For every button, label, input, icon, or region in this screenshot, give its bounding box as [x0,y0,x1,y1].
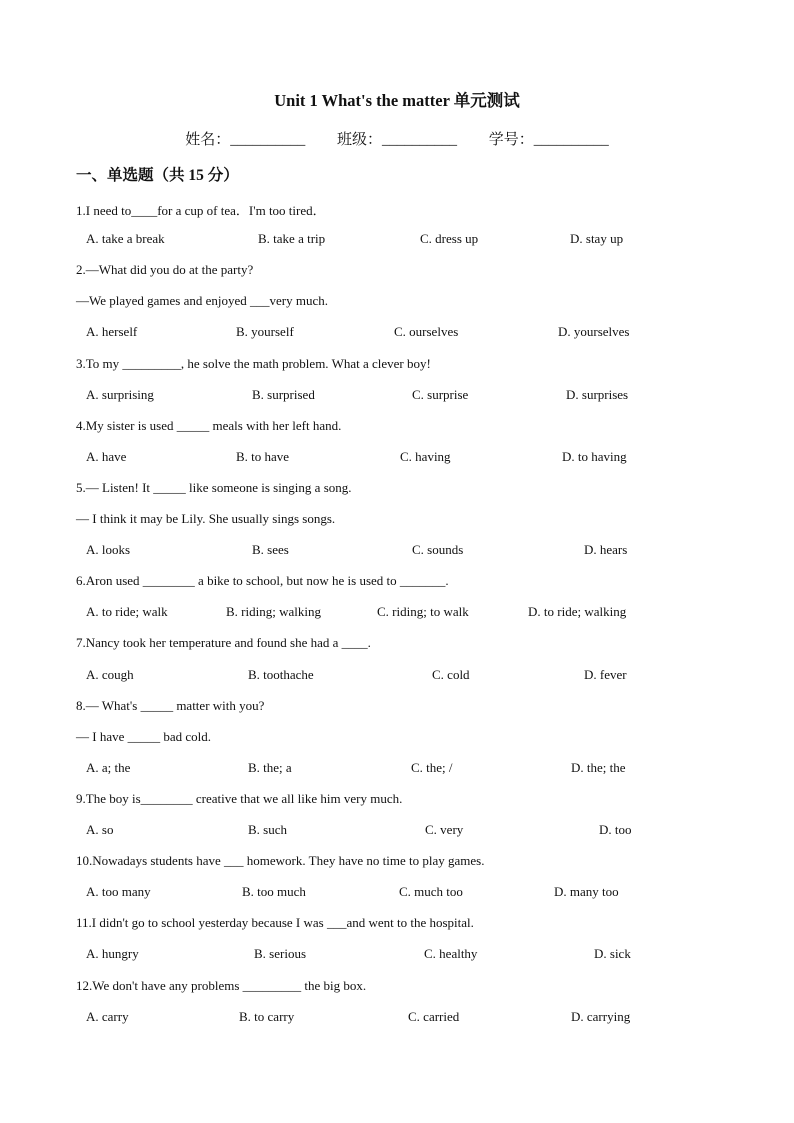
name-field[interactable]: 姓名：__________ [185,132,306,148]
option-d[interactable]: D. hears [584,542,628,557]
option-d[interactable]: D. to having [562,449,627,464]
question-stem: 1.I need to____for a cup of tea．I'm too tired． [76,203,326,218]
question-stem: 10.Nowadays students have ___ homework. They have no time to play games. [76,853,485,868]
question-stem: 7.Nancy took her temperature and found she had a ____. [76,635,371,650]
option-c[interactable]: C. healthy [424,946,478,961]
student-info [0,128,794,149]
options-row [86,760,646,778]
question-stem: 5.— Listen! It _____ like someone is singing a song. [76,480,352,495]
options-row [86,542,646,560]
option-a[interactable]: A. cough [86,667,134,682]
question-dialogue-line: — I have _____ bad cold. [76,729,212,744]
options-row [86,822,646,840]
option-b[interactable]: B. toothache [248,667,314,682]
option-c[interactable]: C. riding; to walk [377,604,469,619]
option-d[interactable]: D. carrying [571,1009,631,1024]
option-a[interactable]: A. hungry [86,946,139,961]
question-stem: 8.— What's _____ matter with you? [76,698,265,713]
question-stem: 9.The boy is________ creative that we all like him very much. [76,791,403,806]
section-title: 一、单选题（共 15 分） [76,167,239,184]
option-b[interactable]: B. too much [242,884,306,899]
question-stem: 4.My sister is used _____ meals with her left hand. [76,418,342,433]
option-c[interactable]: C. the; / [411,760,453,775]
option-d[interactable]: D. to ride; walking [528,604,627,619]
option-b[interactable]: B. to carry [239,1009,295,1024]
option-a[interactable]: A. looks [86,542,131,557]
option-a[interactable]: A. take a break [86,231,165,246]
question-stem: 12.We don't have any problems _________ the big box. [76,978,367,993]
option-c[interactable]: C. dress up [420,231,479,246]
options-row [86,946,646,964]
option-b[interactable]: B. surprised [252,387,315,402]
question-stem: 11.I didn't go to school yesterday because I was ___and went to the hospital. [76,915,474,930]
option-d[interactable]: D. sick [594,946,631,961]
option-a[interactable]: A. a; the [86,760,131,775]
options-row [86,387,646,405]
option-d[interactable]: D. fever [584,667,627,682]
options-row [86,1009,646,1027]
option-a[interactable]: A. to ride; walk [86,604,168,619]
option-c[interactable]: C. surprise [412,387,469,402]
option-c[interactable]: C. having [400,449,451,464]
class-field[interactable]: 班级：__________ [336,132,457,148]
number-field[interactable]: 学号：__________ [488,132,609,148]
question-stem: 6.Aron used ________ a bike to school, but now he is used to _______. [76,573,449,588]
options-row [86,667,646,685]
option-d[interactable]: D. many too [554,884,619,899]
page-title: Unit 1 What's the matter 单元测试 [274,91,520,110]
option-d[interactable]: D. too [599,822,632,837]
option-c[interactable]: C. sounds [412,542,464,557]
option-a[interactable]: A. so [86,822,114,837]
option-b[interactable]: B. to have [236,449,290,464]
option-b[interactable]: B. yourself [236,324,294,339]
option-c[interactable]: C. ourselves [394,324,459,339]
option-a[interactable]: A. herself [86,324,138,339]
option-c[interactable]: C. cold [432,667,470,682]
option-b[interactable]: B. such [248,822,287,837]
options-row [86,231,646,249]
options-row [86,604,646,622]
option-b[interactable]: B. serious [254,946,306,961]
option-b[interactable]: B. take a trip [258,231,326,246]
options-row [86,449,646,467]
option-b[interactable]: B. the; a [248,760,292,775]
option-c[interactable]: C. very [425,822,464,837]
question-stem: 2.—What did you do at the party? [76,262,254,277]
question-dialogue-line: — I think it may be Lily. She usually sings songs. [76,511,336,526]
option-a[interactable]: A. too many [86,884,151,899]
options-row [86,884,646,902]
option-b[interactable]: B. riding; walking [226,604,321,619]
options-row [86,324,646,342]
option-d[interactable]: D. surprises [566,387,629,402]
question-dialogue-line: —We played games and enjoyed ___very much. [76,293,329,308]
option-b[interactable]: B. sees [252,542,289,557]
option-d[interactable]: D. the; the [571,760,626,775]
option-c[interactable]: C. much too [399,884,463,899]
option-d[interactable]: D. yourselves [558,324,630,339]
option-a[interactable]: A. carry [86,1009,129,1024]
option-a[interactable]: A. have [86,449,127,464]
question-stem: 3.To my _________, he solve the math problem. What a clever boy! [76,356,431,371]
option-c[interactable]: C. carried [408,1009,460,1024]
option-d[interactable]: D. stay up [570,231,624,246]
option-a[interactable]: A. surprising [86,387,154,402]
